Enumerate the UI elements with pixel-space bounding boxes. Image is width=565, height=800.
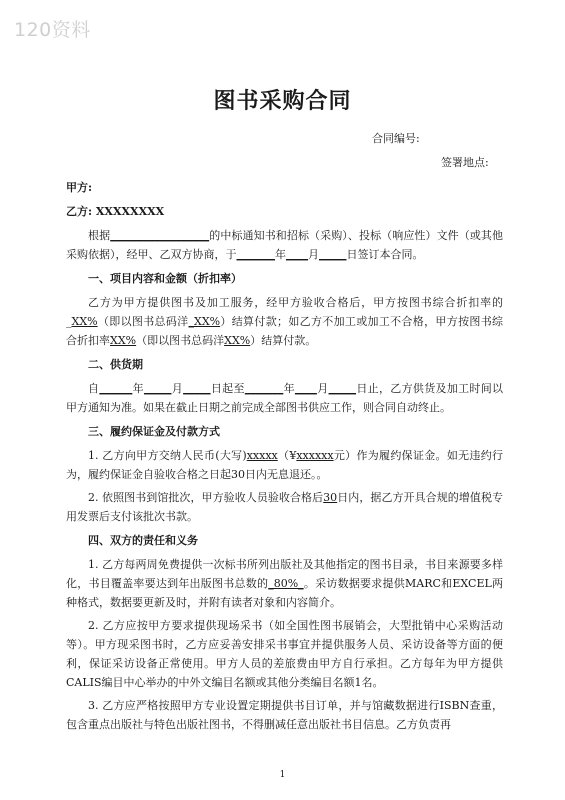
section-1-paragraph: 乙方为甲方提供图书及加工服务，经甲方验收合格后，甲方按图书综合折扣率的_XX%（即以图书总码洋_XX%）结算付款；如乙方不加工或加工不合格，甲方按图书综合折扣率XX%（即以图书总码洋XX%）结算付款。 [66,296,504,347]
section-4-paragraph-1: 1. 乙方每两周免费提供一次标书所列出版社及其他指定的图书目录，书目来源要多样化，书目覆盖率要达到年出版图书总数的_80%_。采访数据要求提供MARC和EXCEL两种格式，数据要更新及时，并附有读者对象和内容简介。 [66,558,504,609]
section-3-paragraph-2: 2. 依照图书到馆批次，甲方验收人员验收合格后30日内，据乙方开具合规的增值税专用发票后支付该批次书款。 [66,491,504,523]
intro-paragraph: 根据__________________的中标通知书和招标（采购）、投标（响应性）文件（或其他采购依据），经甲、乙双方协商，于_______年____月_____日签订本合同。 [66,229,504,261]
section-heading-2: 二、供货期 [88,358,143,371]
contract-body [66,226,503,734]
amount-field: xxxxx [246,449,278,462]
discount-field: XX% [224,334,251,347]
section-heading-4: 四、双方的责任和义务 [88,534,198,547]
party-a-label: 甲方: [66,181,93,194]
discount-field: XX% [71,315,98,328]
watermark: 120资料 [14,19,91,41]
signing-place-label: 签署地点: [441,156,489,169]
section-heading-1: 一、项目内容和金额（折扣率） [88,272,242,285]
coverage-field: _80%_ [268,577,304,590]
page-number: 1 [279,770,286,780]
section-4-paragraph-3: 3. 乙方应严格按照甲方专业设置定期提供书目订单，并与馆藏数据进行ISBN查重，包含重点出版社与特色出版社图书，不得删减任意出版社书目信息。乙方负责再 [66,699,503,731]
section-4-paragraph-2: 2. 乙方应按甲方要求提供现场采书（如全国性图书展销会，大型批销中心采购活动等）。甲方现采图书时，乙方应妥善安排采书事宜并提供服务人员、采访设备等方面的便利，保证采访设备正常使用。甲方人员的差旅费由甲方自行承担。乙方每年为甲方提供CALIS编目中心举办的中外文编目名额或其他分类编目名额1名。 [66,619,503,689]
discount-field: _XX% [188,315,221,328]
section-heading-3: 三、履约保证金及付款方式 [88,425,220,438]
document-title: 图书采购合同 [213,89,352,114]
section-3-paragraph-1: 1. 乙方向甲方交纳人民币(大写)xxxxx（¥xxxxxx元）作为履约保证金。如无违约行为，履约保证金自验收合格之日起30日内无息退还。。 [66,449,504,481]
blank-field: __________________ [110,229,210,242]
section-2-paragraph: 自______年_____月_____日起至_______年____月_____日止，乙方供货及加工时间以甲方通知为准。如果在截止日期之前完成全部图书供应工作，则合同自动终止。 [66,382,504,414]
contract-number-label: 合同编号: [372,132,420,145]
blank-field: _______ [236,248,275,261]
amount-field: xxxxxx [296,449,334,462]
discount-field: XX% [110,334,137,347]
days-field: 30 [323,491,338,504]
blank-field: ____ [286,248,308,261]
blank-field: _____ [319,248,347,261]
party-b-label: 乙方: XXXXXXXX [66,205,165,218]
